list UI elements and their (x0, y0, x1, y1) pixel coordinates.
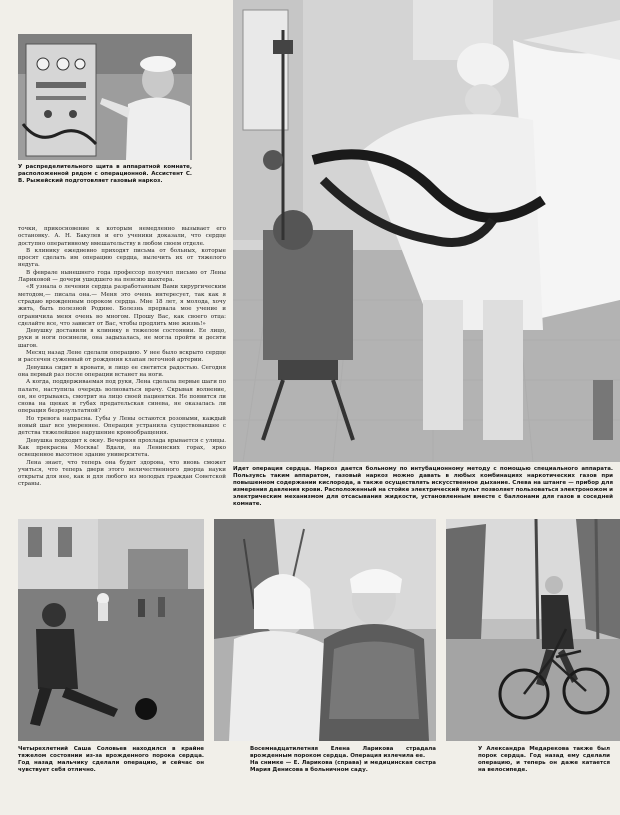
article-paragraph: А когда, поддерживаемая под руки, Лена сделала первые шаги по палате, наступила очередь волноваться врачу. Скрывая волнение, он, не отрываясь, смотрит на лицо своей пациентки. Не появится ли снова на щеках и губах предательская синева, не оказалась ли операция безрезультатной? (18, 379, 226, 415)
photo-control-panel (18, 34, 192, 160)
photo-heart-operation (233, 0, 620, 462)
article-paragraph: Девушка подходит к окну. Вечерняя прохлада врывается с улицы. Как прекрасна Москва! Вдали, на Ленинских горах, ярко освещенное высотное здание университета. (18, 437, 226, 459)
photo-patient-and-nurse (214, 519, 436, 741)
article-paragraph: Месяц назад Лене сделали операцию. У нее было вскрыто сердце и рассечен суженный от рождения клапан легочной артерии. (18, 350, 226, 364)
photo-boy-with-ball (18, 519, 204, 741)
article-paragraph: Но тревога напрасна. Губы у Лены остаются розовыми, каждый новый шаг все увереннее. Операция устранила существовавшее с детства тяжелейшее нарушение кровообращения. (18, 415, 226, 437)
article-paragraph: точки, прикосновение к которым немедленно вызывает его остановку. А. Н. Бакулев и его ученики доказали, что сердце доступно оперативному вмешательству в любом своем отделе. (18, 226, 226, 247)
caption-boy-on-bicycle: У Александра Медарекова также был порок сердца. Год назад ему сделали операцию, и теперь он даже катается на велосипеде. (478, 746, 610, 773)
caption-boy-with-ball: Четырехлетний Саша Соловьев находился в крайне тяжелом состоянии из-за врожденного порока сердца. Год назад мальчику сделали операцию, и сейчас он чувствует себя отлично. (18, 746, 204, 773)
article-paragraph: Девушка сидит в кровати, и лицо ее светится радостью. Сегодня она первый раз после операции встанет на ноги. (18, 364, 226, 378)
article-paragraph: В феврале нынешнего года профессор получил письмо от Лены Лариковой — дочери ушедшего на пенсию шахтера. (18, 269, 226, 284)
caption-control-panel: У распределительного щита в аппаратной комнате, расположенной рядом с операционной. Ассистент С. В. Рыжейский подготовляет газовый наркоз. (18, 164, 192, 184)
caption-patient-and-nurse: Восемнадцатилетняя Елена Ларикова страдала врожденным пороком сердца. Операция излечила ее. На снимке — Е. Ларикова (справа) и медицинская сестра Мария Денисова в больничном саду. (250, 746, 436, 773)
article-paragraph: «Я узнала о лечении сердца разработанным Вами хирургическим методом,— писала она.— Меня это очень интересует, так как я страдаю врожденным пороком сердца. Мне 18 лет, я молода, хочу жить, быть полезной Родине. Болезнь прервала мое учение и ограничила меня очень во многом. Прошу Вас, как своего отца: сделайте все, что зависит от Вас, чтобы продлить мне жизнь!» (18, 284, 226, 327)
article-body (18, 226, 226, 489)
caption-heart-operation: Идет операция сердца. Наркоз дается больному по интубационному методу с помощью специального аппарата. Пользуясь таким аппаратом, газовый наркоз можно давать в любых комбинациях наркотических газов при повышенном содержании кислорода, а также осуществлять искусственное дыхание. Слева на штанге — прибор для измерения давления крови. Расположенный на стойке электрический пульт позволяет пользоваться электроножом и электрическим механизмом для отсасывания жидкости, установленным вместе с баллонами для газов в соседней комнате. (233, 466, 613, 507)
article-paragraph: Лена знает, что теперь она будет здорова, что вновь сможет учиться, что теперь двери этого величественного дворца науки открыты для нее, как и для любого из молодых граждан Советской страны. (18, 459, 226, 488)
article-paragraph: Девушку доставили в клинику в тяжелом состоянии. Ее лицо, руки и ноги посинели, она задыхалась, не могла пройти и десяти шагов. (18, 328, 226, 349)
photo-boy-on-bicycle (446, 519, 620, 741)
article-paragraph: В клинику ежедневно приходят письма от больных, которые просят сделать им операцию сердца, вылечить их от тяжелого недуга. (18, 247, 226, 269)
